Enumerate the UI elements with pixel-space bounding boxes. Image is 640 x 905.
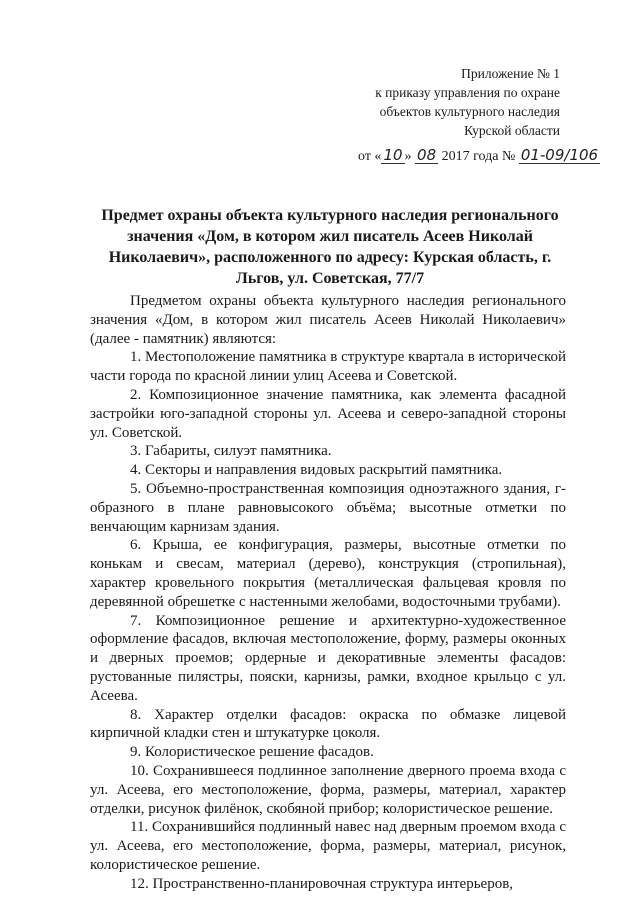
list-item: 5. Объемно-пространственная композиция одноэтажного здания, г-образного в плане равновысокого объёма; высотные отметки по венчающим карнизам здания.: [90, 480, 566, 535]
list-item: 10. Сохранившееся подлинное заполнение дверного проема входа с ул. Асеева, его местоположение, форма, размеры, материал, характер отделки, рисунок филёнок, скобяной прибор; колористическое решение.: [90, 762, 566, 817]
list-item: 7. Композиционное решение и архитектурно-художественное оформление фасадов, включая местоположение, форму, размеры оконных и дверных проемов; ордерные и декоративные элементы фасадов: рустованные пилястры, пояски, карнизы, рамки, входное крыльцо с ул. Асеева.: [90, 612, 566, 704]
order-prefix: от «: [358, 149, 382, 164]
order-month-handwritten: 08: [417, 146, 437, 164]
appendix-line: к приказу управления по охране: [375, 85, 560, 100]
list-item: 3. Габариты, силуэт памятника.: [130, 443, 332, 460]
order-mid: »: [404, 149, 416, 164]
list-item: 11. Сохранившийся подлинный навес над дверным проемом входа с ул. Асеева, его местоположение, форма, размеры, материал, рисунок, колористическое решение.: [90, 819, 566, 873]
list-item: 1. Местоположение памятника в структуре квартала в исторической части города по красной линии улиц Асеева и Советской.: [90, 349, 566, 385]
order-day-handwritten: 10: [383, 146, 403, 164]
appendix-line: объектов культурного наследия: [379, 104, 560, 119]
list-item: 12. Пространственно-планировочная структура интерьеров,: [130, 875, 514, 892]
appendix-line: Курской области: [464, 123, 560, 138]
list-item: 8. Характер отделки фасадов: окраска по обмазке лицевой кирпичной кладки стен и штукатурке цоколя.: [90, 706, 566, 742]
document-body: [90, 292, 566, 894]
document-title: Предмет охраны объекта культурного наследия регионального значения «Дом, в котором жил писатель Асеев Николай Николаевич», расположенного по адресу: Курская область, г. Льгов, ул. Советская, 77/7: [101, 207, 559, 287]
appendix-line: Приложение № 1: [461, 66, 560, 81]
intro-paragraph: Предметом охраны объекта культурного наследия регионального значения «Дом, в котором жил писатель Асеев Николай Николаевич» (далее - памятник) являются:: [90, 293, 566, 347]
order-year: 2017 года №: [438, 149, 519, 164]
list-item: 6. Крыша, ее конфигурация, размеры, высотные отметки по конькам и свесам, материал (дерево), конструкция (стропильная), характер кровельного покрытия (металлическая фальцевая кровля по деревянной обрешетке с настенными желобами, водосточными трубами).: [90, 537, 566, 610]
list-item: 4. Секторы и направления видовых раскрытий памятника.: [130, 462, 503, 479]
order-reference: [358, 148, 598, 165]
appendix-header: [330, 64, 560, 140]
list-item: 9. Колористическое решение фасадов.: [130, 744, 374, 761]
order-number-handwritten: 01-09/106: [520, 146, 599, 164]
list-item: 2. Композиционное значение памятника, как элемента фасадной застройки юго-западной стороны ул. Асеева и северо-западной стороны ул. Советской.: [90, 386, 566, 441]
